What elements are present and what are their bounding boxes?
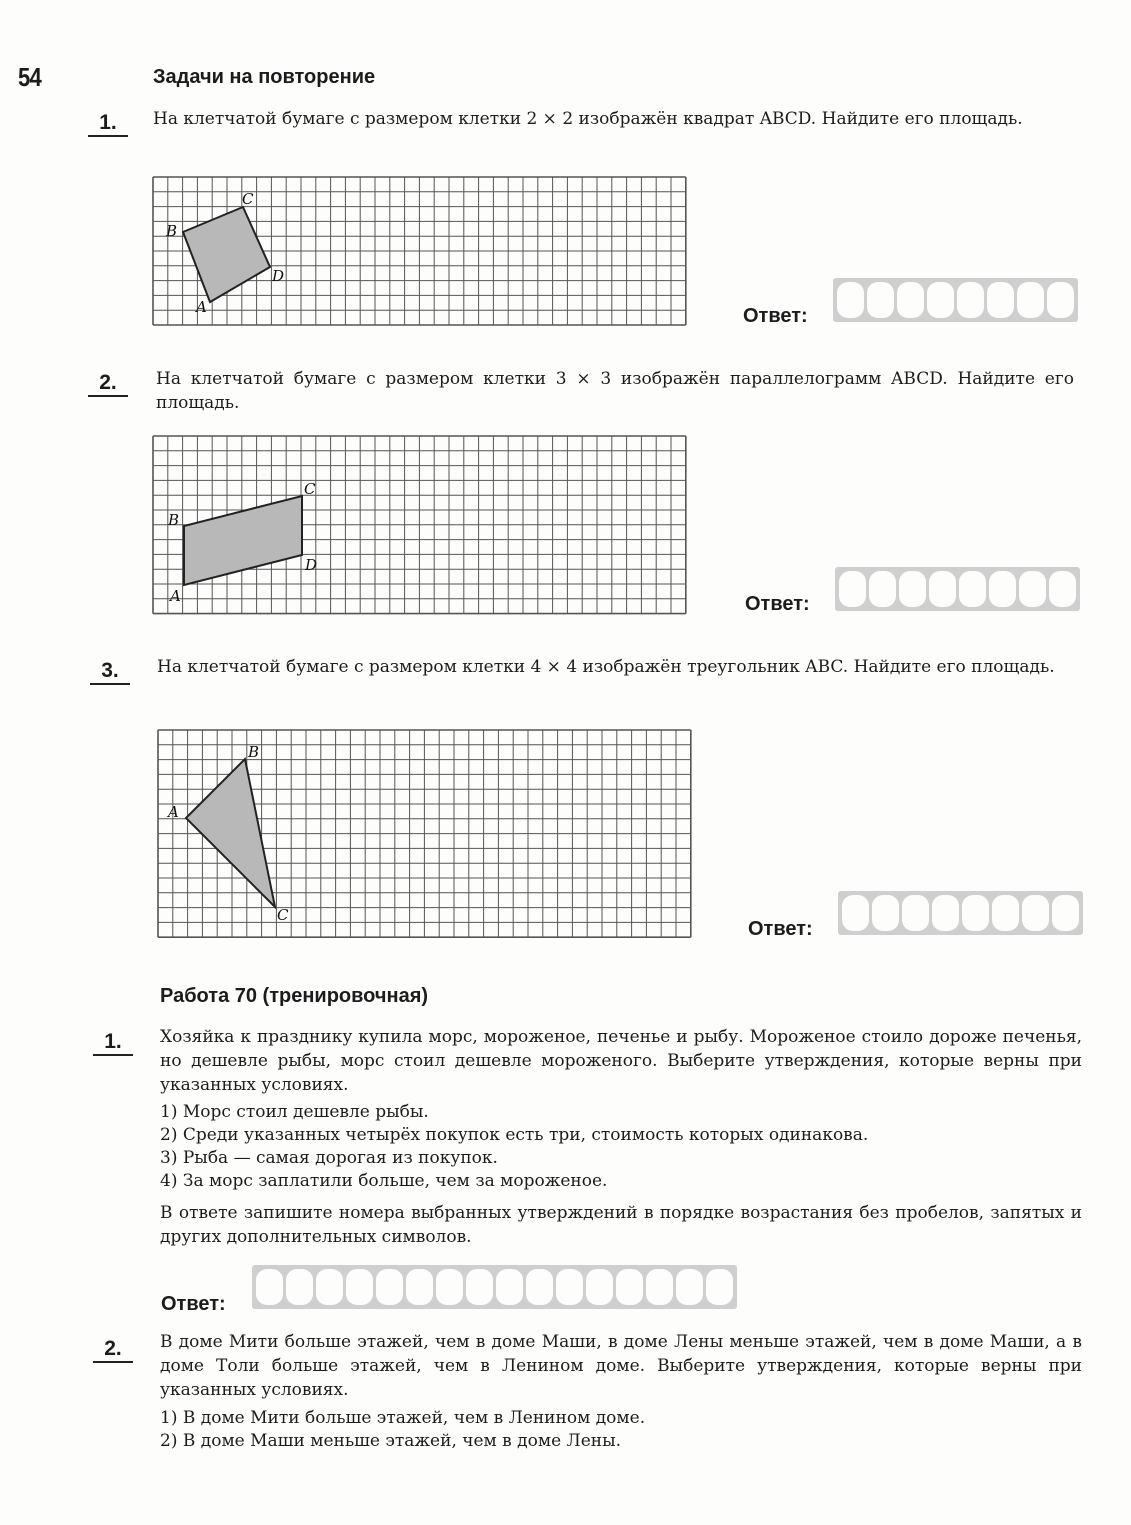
answer-cell[interactable] bbox=[256, 1269, 283, 1305]
vertex-label-c: C bbox=[242, 190, 254, 208]
answer-boxes[interactable] bbox=[838, 891, 1083, 935]
answer-cell[interactable] bbox=[1047, 282, 1074, 318]
statement-item: 4) За морс заплатили больше, чем за мороженое. bbox=[160, 1171, 608, 1191]
answer-cell[interactable] bbox=[989, 571, 1016, 607]
task-number: 3. bbox=[90, 660, 130, 685]
vertex-label-a: A bbox=[196, 298, 207, 316]
answer-cell[interactable] bbox=[316, 1269, 343, 1305]
vertex-label-d: D bbox=[305, 556, 318, 574]
vertex-label-c: C bbox=[277, 906, 289, 924]
grid-figure bbox=[150, 175, 690, 333]
vertex-label-a: A bbox=[170, 587, 181, 605]
grid-figure bbox=[150, 433, 690, 618]
statement-item: 2) В доме Маши меньше этажей, чем в доме Лены. bbox=[160, 1431, 622, 1451]
answer-cell[interactable] bbox=[286, 1269, 313, 1305]
task-number: 2. bbox=[88, 372, 128, 397]
answer-cell[interactable] bbox=[867, 282, 894, 318]
vertex-label-b: B bbox=[168, 511, 180, 529]
answer-cell[interactable] bbox=[872, 895, 899, 931]
answer-cell[interactable] bbox=[837, 282, 864, 318]
answer-boxes[interactable] bbox=[252, 1265, 737, 1309]
answer-cell[interactable] bbox=[842, 895, 869, 931]
task-text: На клетчатой бумаге с размером клетки 4 × 4 изображён треугольник ABC. Найдите его площадь. bbox=[157, 657, 1055, 677]
answer-cell[interactable] bbox=[526, 1269, 553, 1305]
vertex-label-a: A bbox=[168, 803, 179, 821]
answer-cell[interactable] bbox=[1019, 571, 1046, 607]
statement-item: 3) Рыба — самая дорогая из покупок. bbox=[160, 1148, 498, 1168]
answer-cell[interactable] bbox=[436, 1269, 463, 1305]
answer-cell[interactable] bbox=[496, 1269, 523, 1305]
answer-cell[interactable] bbox=[1017, 282, 1044, 318]
answer-cell[interactable] bbox=[676, 1269, 703, 1305]
task-text: На клетчатой бумаге с размером клетки 2 × 2 изображён квадрат ABCD. Найдите его площадь. bbox=[153, 109, 1023, 129]
instruction-text: В ответе запишите номера выбранных утверждений в порядке возрастания без пробелов, запятых и других дополнительных символов. bbox=[160, 1203, 1082, 1247]
answer-cell[interactable] bbox=[1022, 895, 1049, 931]
task-number: 2. bbox=[93, 1338, 133, 1363]
task-text: В доме Мити больше этажей, чем в доме Маши, в доме Лены меньше этажей, чем в доме Маши, а в доме Толи больше этажей, чем в Ленином доме. Выберите утверждения, которые верны при указанных условиях. bbox=[160, 1332, 1082, 1400]
answer-cell[interactable] bbox=[962, 895, 989, 931]
parallelogram-abcd bbox=[184, 496, 302, 585]
answer-cell[interactable] bbox=[869, 571, 896, 607]
statement-item: 1) В доме Мити больше этажей, чем в Ленином доме. bbox=[160, 1408, 646, 1428]
answer-boxes[interactable] bbox=[833, 278, 1078, 322]
answer-cell[interactable] bbox=[406, 1269, 433, 1305]
vertex-label-d: D bbox=[272, 267, 285, 285]
task-number: 1. bbox=[88, 112, 128, 137]
answer-label: Ответ: bbox=[161, 1293, 226, 1315]
answer-cell[interactable] bbox=[959, 571, 986, 607]
answer-cell[interactable] bbox=[616, 1269, 643, 1305]
answer-cell[interactable] bbox=[927, 282, 954, 318]
answer-label: Ответ: bbox=[748, 918, 813, 940]
section-title: Работа 70 (тренировочная) bbox=[160, 985, 429, 1007]
statement-item: 1) Морс стоил дешевле рыбы. bbox=[160, 1102, 429, 1122]
task-text: Хозяйка к празднику купила морс, мороженое, печенье и рыбу. Мороженое стоило дороже печенья, но дешевле рыбы, морс стоил дешевле мороженого. Выберите утверждения, которые верны при указанных условиях. bbox=[160, 1027, 1082, 1095]
answer-label: Ответ: bbox=[743, 305, 808, 327]
grid-figure bbox=[155, 727, 695, 942]
section-title: Задачи на повторение bbox=[153, 66, 376, 88]
answer-cell[interactable] bbox=[706, 1269, 733, 1305]
answer-cell[interactable] bbox=[932, 895, 959, 931]
page-number: 54 bbox=[18, 62, 41, 92]
answer-cell[interactable] bbox=[346, 1269, 373, 1305]
answer-cell[interactable] bbox=[957, 282, 984, 318]
answer-cell[interactable] bbox=[902, 895, 929, 931]
answer-cell[interactable] bbox=[466, 1269, 493, 1305]
statement-item: 2) Среди указанных четырёх покупок есть три, стоимость которых одинакова. bbox=[160, 1125, 869, 1145]
answer-cell[interactable] bbox=[556, 1269, 583, 1305]
task-number: 1. bbox=[93, 1031, 133, 1056]
answer-cell[interactable] bbox=[992, 895, 1019, 931]
vertex-label-c: C bbox=[304, 480, 316, 498]
answer-cell[interactable] bbox=[1052, 895, 1079, 931]
answer-boxes[interactable] bbox=[835, 567, 1080, 611]
task-text: На клетчатой бумаге с размером клетки 3 × 3 изображён параллелограмм ABCD. Найдите его площадь. bbox=[156, 369, 1074, 413]
answer-cell[interactable] bbox=[899, 571, 926, 607]
vertex-label-b: B bbox=[166, 222, 178, 240]
vertex-label-b: B bbox=[248, 743, 260, 761]
answer-label: Ответ: bbox=[745, 593, 810, 615]
answer-cell[interactable] bbox=[376, 1269, 403, 1305]
answer-cell[interactable] bbox=[839, 571, 866, 607]
answer-cell[interactable] bbox=[897, 282, 924, 318]
answer-cell[interactable] bbox=[586, 1269, 613, 1305]
answer-cell[interactable] bbox=[929, 571, 956, 607]
answer-cell[interactable] bbox=[987, 282, 1014, 318]
answer-cell[interactable] bbox=[646, 1269, 673, 1305]
answer-cell[interactable] bbox=[1049, 571, 1076, 607]
